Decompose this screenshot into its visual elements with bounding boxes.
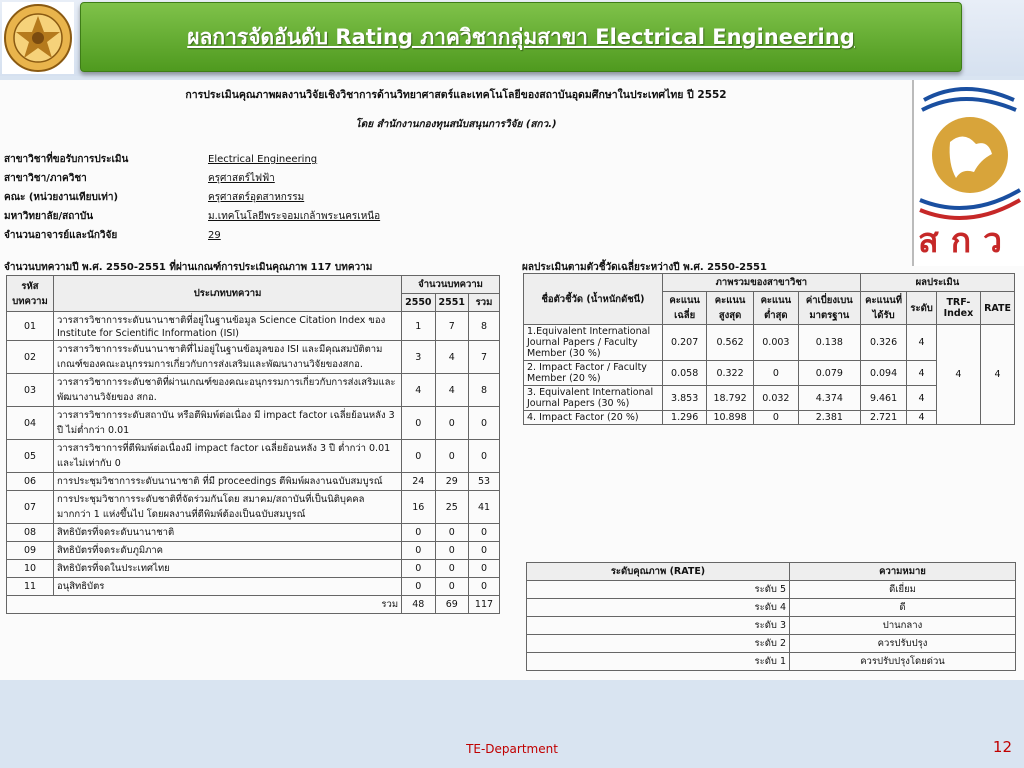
row-value: 4: [435, 341, 468, 374]
row-type: วารสารวิชาการระดับสถาบัน หรือตีพิมพ์ต่อเนื่อง มี impact factor เฉลี่ยย้อนหลัง 3 ปี ไม่ต่ำกว่า 0.01: [54, 407, 402, 440]
indicator-name: 4. Impact Factor (20 %): [524, 411, 663, 425]
indicator-value: 9.461: [860, 386, 907, 411]
row-value: 0: [402, 542, 435, 560]
row-type: อนุสิทธิบัตร: [54, 578, 402, 596]
info-label: จำนวนอาจารย์และนักวิจัย: [4, 230, 118, 241]
trf-index-result: 4: [936, 325, 980, 425]
indicator-table: [523, 273, 1015, 425]
scanned-document: [0, 80, 1024, 680]
row-value: 4: [402, 374, 435, 407]
document-title: การประเมินคุณภาพผลงานวิจัยเชิงวิชาการด้านวิทยาศาสตร์และเทคโนโลยีของสถาบันอุดมศึกษาในประเทศไทย ปี 2552: [185, 89, 727, 101]
indicator-value: 0.079: [798, 361, 860, 386]
total-cell: 69: [435, 596, 468, 614]
table-row: [527, 599, 1016, 617]
row-type: วารสารวิชาการระดับนานาชาติที่ไม่อยู่ในฐานข้อมูลของ ISI และมีคุณสมบัติตามเกณฑ์ของคณะอนุกรรมการเกี่ยวกับการส่งเสริมและพัฒนางานวิจัยของสกอ.: [54, 341, 402, 374]
row-value: 0: [469, 407, 500, 440]
info-row: [4, 152, 317, 167]
rate-meaning: ควรปรับปรุงโดยด่วน: [790, 653, 1016, 671]
indicator-value: 0.003: [753, 325, 798, 361]
indicator-value: 3.853: [663, 386, 707, 411]
info-label: สาขาวิชาที่ขอรับการประเมิน: [4, 154, 129, 165]
table-header-row: [527, 563, 1016, 581]
slide-title: ผลการจัดอันดับ Rating ภาควิชากลุ่มสาขา Electrical Engineering: [187, 25, 855, 49]
indicator-value: 10.898: [707, 411, 754, 425]
indicator-name: 3. Equivalent International Journal Papers (30 %): [524, 386, 663, 411]
row-code: 03: [7, 374, 54, 407]
table-row: [527, 581, 1016, 599]
table-row: [7, 312, 500, 341]
title-bar: [80, 2, 962, 72]
indicator-value: 4.374: [798, 386, 860, 411]
row-value: 0: [469, 542, 500, 560]
table-row: [527, 617, 1016, 635]
info-label: สาขาวิชา/ภาควิชา: [4, 173, 87, 184]
indicator-value: 0.562: [707, 325, 754, 361]
row-type: สิทธิบัตรที่จดระดับภูมิภาค: [54, 542, 402, 560]
info-value: 29: [208, 230, 221, 241]
row-value: 0: [469, 560, 500, 578]
row-value: 7: [435, 312, 468, 341]
info-label: คณะ (หน่วยงานเทียบเท่า): [4, 192, 119, 203]
row-code: 01: [7, 312, 54, 341]
info-row: [4, 228, 221, 243]
header-col: TRF-Index: [936, 292, 980, 325]
header-year: รวม: [469, 294, 500, 312]
rate-result: 4: [981, 325, 1015, 425]
header-type: ประเภทบทความ: [54, 276, 402, 312]
total-label: รวม: [7, 596, 402, 614]
indicator-table-body: [524, 325, 1015, 425]
row-type: การประชุมวิชาการระดับนานาชาติ ที่มี proceedings ตีพิมพ์ผลงานฉบับสมบูรณ์: [54, 473, 402, 491]
table-row: [7, 341, 500, 374]
info-value: ครุศาสตร์อุตสาหกรรม: [208, 192, 305, 203]
table-row: [527, 635, 1016, 653]
header-indicator: ชื่อตัวชี้วัด (น้ำหนักดัชนี): [524, 274, 663, 325]
header-col: คะแนนที่ได้รับ: [860, 292, 907, 325]
table-row: [7, 491, 500, 524]
indicator-value: 0.094: [860, 361, 907, 386]
table-row: [7, 524, 500, 542]
row-code: 08: [7, 524, 54, 542]
row-type: วารสารวิชาการที่ตีพิมพ์ต่อเนื่องมี impact factor เฉลี่ยย้อนหลัง 3 ปี ต่ำกว่า 0.01 และไม่เท่ากับ 0: [54, 440, 402, 473]
indicator-value: 4: [907, 361, 936, 386]
row-value: 0: [435, 578, 468, 596]
row-code: 04: [7, 407, 54, 440]
trf-logo-thai: ส ก ว: [918, 221, 1003, 261]
indicator-value: 0: [753, 361, 798, 386]
header-year: 2550: [402, 294, 435, 312]
row-code: 11: [7, 578, 54, 596]
table-row: [7, 407, 500, 440]
rate-level: ระดับ 5: [527, 581, 790, 599]
info-value: ม.เทคโนโลยีพระจอมเกล้าพระนครเหนือ: [208, 211, 381, 222]
header-col: ระดับ: [907, 292, 936, 325]
indicator-value: 0.032: [753, 386, 798, 411]
table-total-row: [7, 596, 500, 614]
row-value: 8: [469, 374, 500, 407]
row-value: 0: [402, 440, 435, 473]
header-col: คะแนนเฉลี่ย: [663, 292, 707, 325]
row-value: 0: [402, 524, 435, 542]
rate-table: [526, 562, 1016, 671]
rate-level: ระดับ 2: [527, 635, 790, 653]
rate-meaning: ดี: [790, 599, 1016, 617]
info-label: มหาวิทยาลัย/สถาบัน: [4, 211, 94, 222]
rate-level: ระดับ 4: [527, 599, 790, 617]
slide-header: [0, 0, 1024, 76]
row-value: 0: [402, 407, 435, 440]
row-type: สิทธิบัตรที่จดระดับนานาชาติ: [54, 524, 402, 542]
rate-level: ระดับ 1: [527, 653, 790, 671]
row-value: 0: [469, 524, 500, 542]
row-code: 09: [7, 542, 54, 560]
info-row: [4, 209, 380, 224]
header-rate-level: ระดับคุณภาพ (RATE): [527, 563, 790, 581]
row-value: 0: [402, 560, 435, 578]
indicator-value: 0.207: [663, 325, 707, 361]
row-value: 16: [402, 491, 435, 524]
header-col: ค่าเบี่ยงเบนมาตรฐาน: [798, 292, 860, 325]
table-row: [7, 560, 500, 578]
rate-meaning: ควรปรับปรุง: [790, 635, 1016, 653]
indicator-name: 2. Impact Factor / Faculty Member (20 %): [524, 361, 663, 386]
row-code: 05: [7, 440, 54, 473]
table-row: [7, 440, 500, 473]
header-group: ภาพรวมของสาขาวิชา: [663, 274, 861, 292]
row-value: 0: [469, 578, 500, 596]
footer-text: TE-Department: [466, 742, 558, 756]
row-value: 0: [469, 440, 500, 473]
row-value: 41: [469, 491, 500, 524]
row-value: 29: [435, 473, 468, 491]
indicator-value: 4: [907, 386, 936, 411]
total-cell: 117: [469, 596, 500, 614]
left-table-heading: จำนวนบทความปี พ.ศ. 2550-2551 ที่ผ่านเกณฑ์การประเมินคุณภาพ 117 บทความ: [4, 262, 373, 273]
indicator-value: 0.326: [860, 325, 907, 361]
trf-logo-graphic: [914, 80, 1024, 266]
row-type: การประชุมวิชาการระดับชาติที่จัดร่วมกันโดย สมาคม/สถาบันที่เป็นนิติบุคคลมากกว่า 1 แห่งขึ้นไป โดยผลงานที่ตีพิมพ์ต้องเป็นฉบับสมบูรณ์: [54, 491, 402, 524]
indicator-value: 0: [753, 411, 798, 425]
table-header-row: [7, 276, 500, 294]
row-value: 0: [402, 578, 435, 596]
rate-table-body: [527, 581, 1016, 671]
indicator-value: 0.138: [798, 325, 860, 361]
header-result: ผลประเมิน: [860, 274, 1014, 292]
indicator-value: 18.792: [707, 386, 754, 411]
table-header-row: [524, 274, 1015, 292]
page-number: 12: [992, 738, 1012, 756]
table-row: [524, 325, 1015, 361]
table-row: [527, 653, 1016, 671]
indicator-value: 2.721: [860, 411, 907, 425]
info-row: [4, 171, 275, 186]
table-row: [7, 473, 500, 491]
row-value: 0: [435, 560, 468, 578]
header-year: 2551: [435, 294, 468, 312]
row-value: 0: [435, 524, 468, 542]
info-value: ครุศาสตร์ไฟฟ้า: [208, 173, 275, 184]
indicator-value: 4: [907, 411, 936, 425]
row-value: 1: [402, 312, 435, 341]
row-value: 25: [435, 491, 468, 524]
indicator-value: 1.296: [663, 411, 707, 425]
indicator-value: 4: [907, 325, 936, 361]
indicator-value: 0.322: [707, 361, 754, 386]
table-row: [7, 374, 500, 407]
header-col: คะแนนสูงสุด: [707, 292, 754, 325]
row-value: 0: [435, 440, 468, 473]
total-cell: 48: [402, 596, 435, 614]
row-value: 53: [469, 473, 500, 491]
header-count: จำนวนบทความ: [402, 276, 500, 294]
articles-table-body: [7, 312, 500, 596]
row-value: 0: [435, 542, 468, 560]
articles-table: [6, 275, 500, 614]
document-subtitle: โดย สำนักงานกองทุนสนับสนุนการวิจัย (สกว.): [355, 119, 557, 130]
row-value: 3: [402, 341, 435, 374]
rate-meaning: ดีเยี่ยม: [790, 581, 1016, 599]
indicator-value: 0.058: [663, 361, 707, 386]
header-col: คะแนนต่ำสุด: [753, 292, 798, 325]
info-value: Electrical Engineering: [208, 154, 318, 165]
right-table-heading: ผลประเมินตามตัวชี้วัดเฉลี่ยระหว่างปี พ.ศ. 2550-2551: [522, 262, 767, 273]
row-value: 0: [435, 407, 468, 440]
header-code: รหัสบทความ: [7, 276, 54, 312]
row-value: 7: [469, 341, 500, 374]
row-code: 10: [7, 560, 54, 578]
row-type: วารสารวิชาการระดับชาติที่ผ่านเกณฑ์ของคณะอนุกรรมการเกี่ยวกับการส่งเสริมและพัฒนางานวิจัยของ สกอ.: [54, 374, 402, 407]
rate-level: ระดับ 3: [527, 617, 790, 635]
info-row: [4, 190, 304, 205]
header-col: RATE: [981, 292, 1015, 325]
row-value: 24: [402, 473, 435, 491]
indicator-name: 1.Equivalent International Journal Papers / Faculty Member (30 %): [524, 325, 663, 361]
row-value: 8: [469, 312, 500, 341]
rate-meaning: ปานกลาง: [790, 617, 1016, 635]
header-rate-meaning: ความหมาย: [790, 563, 1016, 581]
row-code: 06: [7, 473, 54, 491]
university-seal-logo: [2, 2, 74, 74]
row-type: สิทธิบัตรที่จดในประเทศไทย: [54, 560, 402, 578]
row-code: 02: [7, 341, 54, 374]
indicator-value: 2.381: [798, 411, 860, 425]
table-row: [7, 542, 500, 560]
table-row: [7, 578, 500, 596]
row-code: 07: [7, 491, 54, 524]
row-type: วารสารวิชาการระดับนานาชาติที่อยู่ในฐานข้อมูล Science Citation Index ของ Institute for Scientific Information (ISI): [54, 312, 402, 341]
trf-logo: [914, 80, 1024, 266]
row-value: 4: [435, 374, 468, 407]
